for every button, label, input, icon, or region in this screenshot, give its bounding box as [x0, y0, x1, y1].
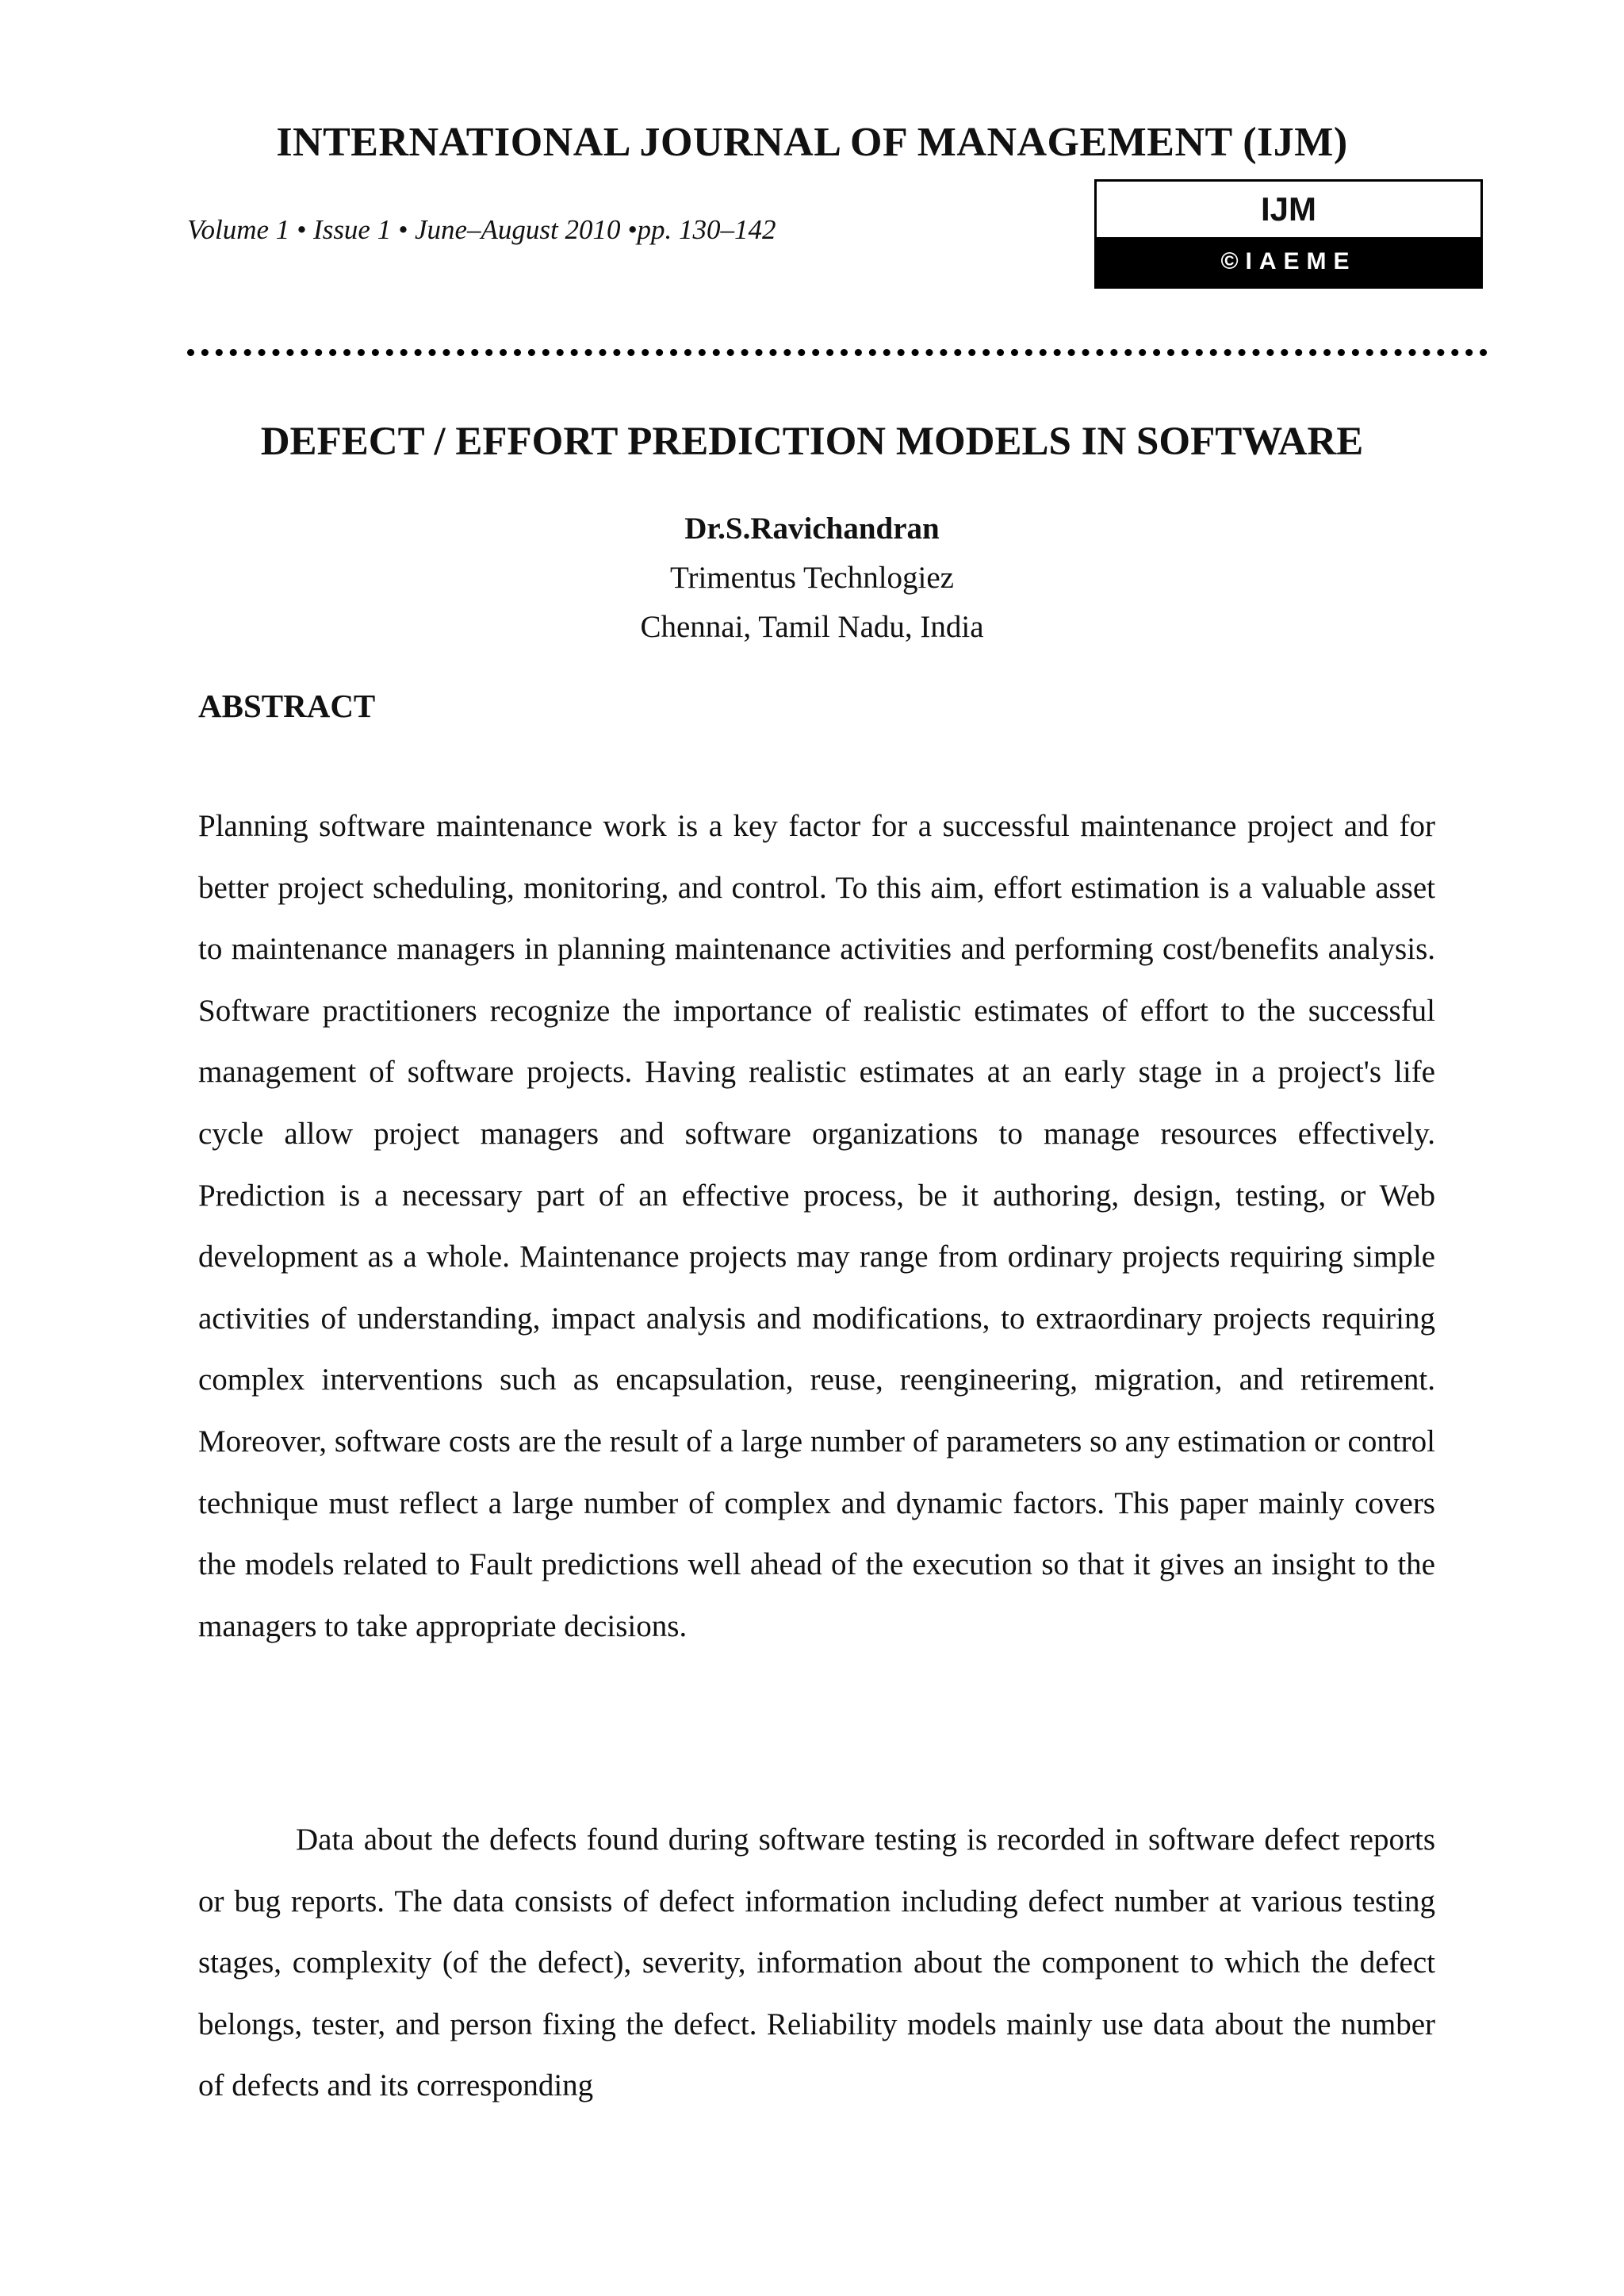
dotted-divider — [187, 349, 1488, 356]
author-location: Chennai, Tamil Nadu, India — [640, 610, 984, 644]
author-affiliation: Trimentus Technlogiez — [670, 561, 954, 595]
abstract-heading: ABSTRACT — [198, 688, 376, 724]
abstract-paragraph-1: Planning software maintenance work is a key factor for a successful maintenance project and for better project scheduling, monitoring, and control. To this aim, effort estimation is a valuable asset to maintenance managers in planning maintenance activities and performing cost/benefits analysis. Software practitioners recognize the importance of realistic estimates of effort to the successful management of software projects. Having realistic estimates at an early stage in a project's life cycle allow project managers and software organizations to manage resources effectively. Prediction is a necessary part of an effective process, be it authoring, design, testing, or Web development as a whole. Maintenance projects may range from ordinary projects requiring simple activities of understanding, impact analysis and modifications, to extraordinary projects requiring complex interventions such as encapsulation, reuse, reengineering, migration, and retirement. Moreover, software costs are the result of a large number of parameters so any estimation or control technique must reflect a large number of complex and dynamic factors. This paper mainly covers the models related to Fault predictions well ahead of the execution so that it gives an insight to the managers to take appropriate decisions. — [198, 809, 1435, 1643]
badge-journal-abbrev: IJM — [1260, 190, 1316, 228]
author-block — [0, 504, 1624, 652]
author-name: Dr.S.Ravichandran — [684, 512, 940, 546]
journal-badge — [1094, 179, 1483, 289]
volume-issue-line: Volume 1 • Issue 1 • June–August 2010 •pp. 130–142 — [187, 214, 776, 245]
badge-publisher: ©IAEME — [1097, 237, 1480, 286]
body-paragraph-2: Data about the defects found during software testing is recorded in software defect reports or bug reports. The data consists of defect information including defect number at various testing stages, complexity (of the defect), severity, information about the component to which the defect belongs, tester, and person fixing the defect. Reliability models mainly use data about the number of defects and its corresponding — [198, 1823, 1435, 2103]
journal-title: INTERNATIONAL JOURNAL OF MANAGEMENT (IJM) — [276, 120, 1348, 165]
paper-title: DEFECT / EFFORT PREDICTION MODELS IN SOFTWARE — [260, 420, 1364, 464]
